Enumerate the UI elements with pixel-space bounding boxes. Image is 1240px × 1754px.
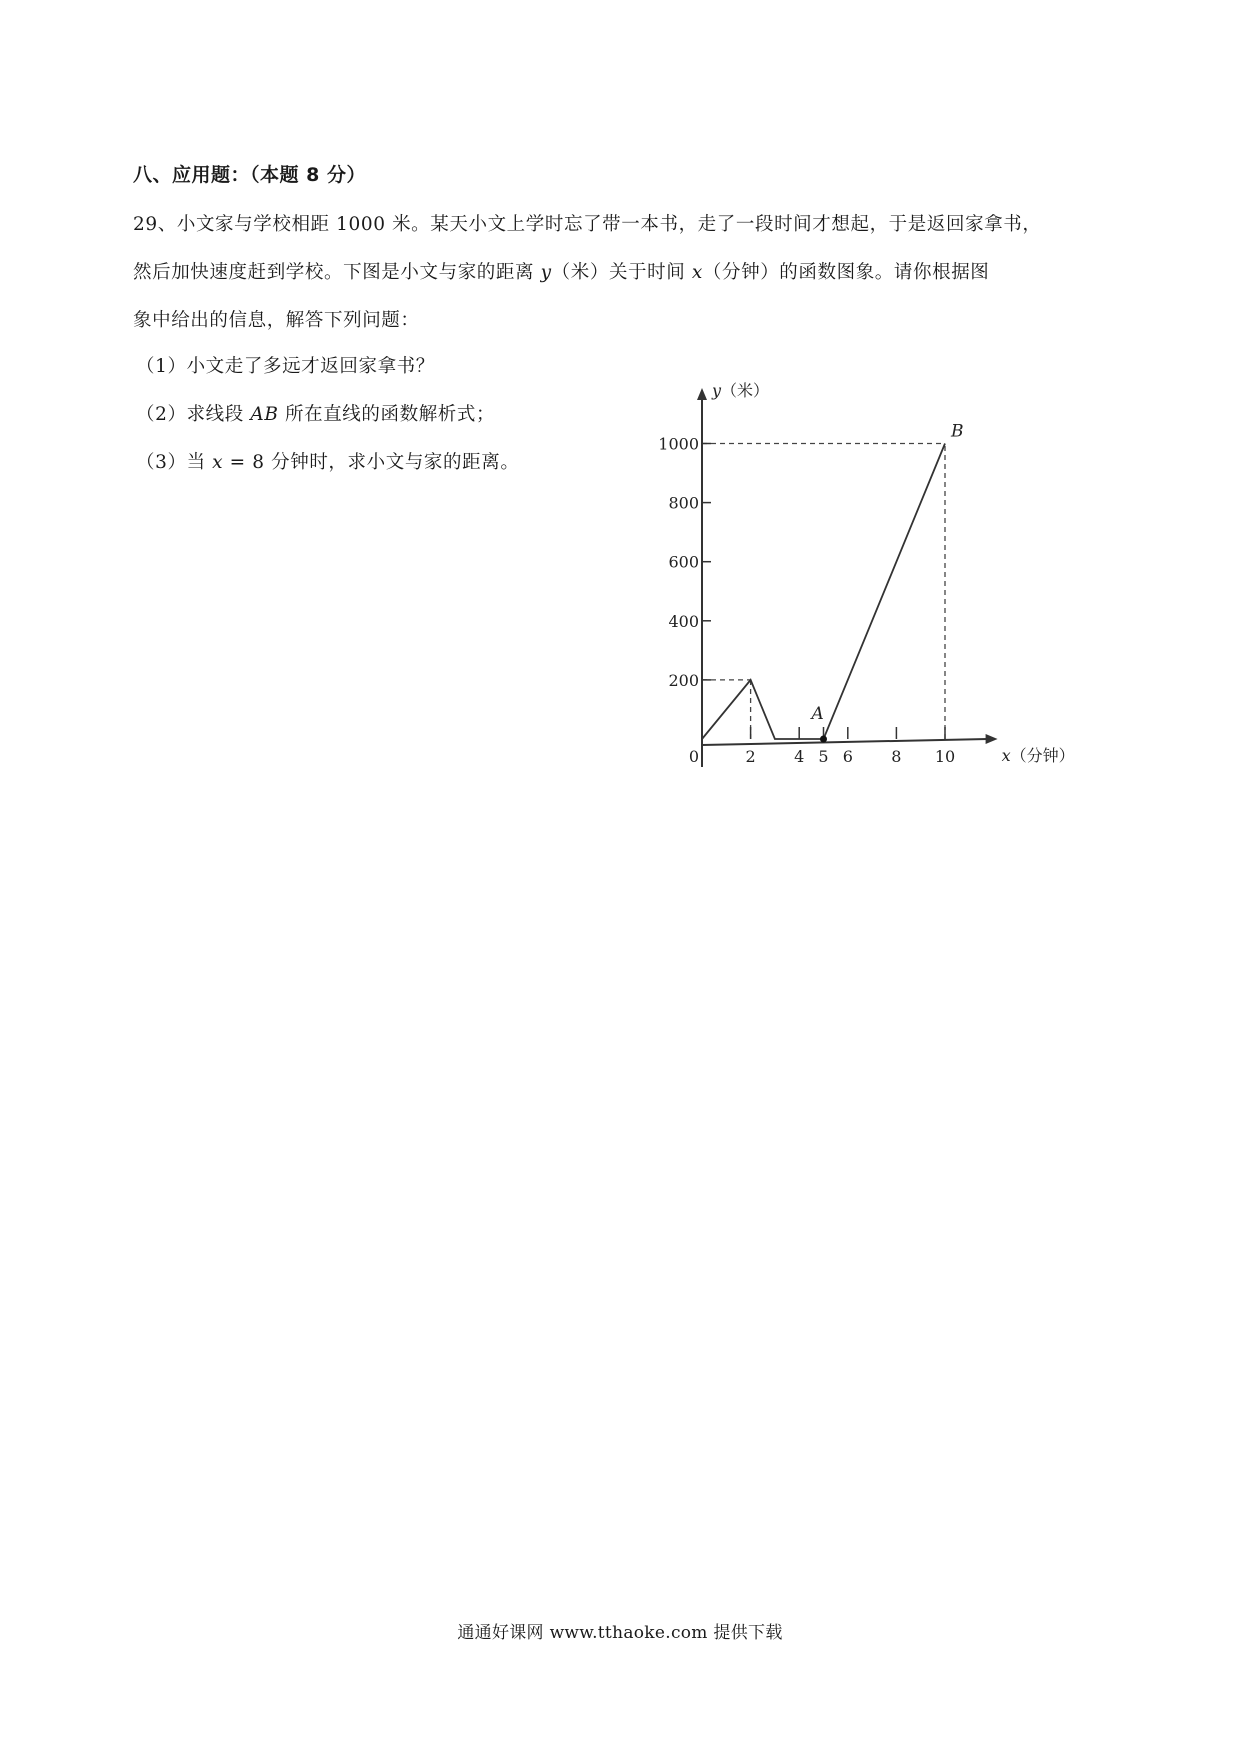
problem-line-1: 29、小文家与学校相距 1000 米。某天小文上学时忘了带一本书，走了一段时间才想起，于是返回家拿书，	[133, 214, 1042, 235]
question-1: （1）小文走了多远才返回家拿书？	[136, 356, 435, 377]
question-2: （2）求线段 AB 所在直线的函数解析式；	[136, 404, 496, 425]
x-tick-label: 5	[818, 747, 829, 766]
y-tick-label: 400	[668, 611, 699, 631]
problem-line-2: 然后加快速度赶到学校。下图是小文与家的距离 y（米）关于时间 x（分钟）的函数图象。请你根据图	[133, 262, 990, 283]
x-axis	[702, 739, 988, 745]
y-tick-label: 800	[668, 493, 699, 513]
point-label-b: B	[951, 421, 964, 442]
x-tick-label: 6	[842, 747, 853, 766]
point-a	[820, 736, 827, 743]
y-tick-label: 1000	[658, 434, 699, 454]
y-tick-label: 600	[668, 552, 699, 572]
x-tick-label: 8	[891, 747, 902, 766]
x-tick-label: 10	[934, 747, 956, 766]
question-3: （3）当 x = 8 分钟时，求小文与家的距离。	[136, 452, 520, 473]
y-axis-label: y（米）	[712, 380, 770, 400]
var-y: y	[540, 262, 552, 283]
var-x-q3: x	[212, 452, 224, 473]
x-tick-label: 4	[794, 747, 805, 766]
section-title: 八、应用题：（本题 8 分）	[133, 164, 366, 186]
point-label-a: A	[811, 704, 824, 724]
x-tick-label: 2	[745, 747, 756, 766]
problem-line-3: 象中给出的信息，解答下列问题：	[133, 310, 420, 331]
origin-label: 0	[688, 747, 700, 766]
distance-line	[702, 444, 945, 740]
y-axis-arrow	[697, 388, 707, 400]
y-tick-label: 200	[668, 670, 699, 690]
function-graph	[640, 380, 1075, 790]
x-axis-label: x（分钟）	[1001, 746, 1075, 765]
footer: 通通好课网 www.tthaoke.com 提供下载	[457, 1623, 783, 1643]
segment-ab: AB	[250, 404, 279, 425]
var-x: x	[691, 262, 703, 283]
x-axis-arrow	[986, 734, 998, 744]
